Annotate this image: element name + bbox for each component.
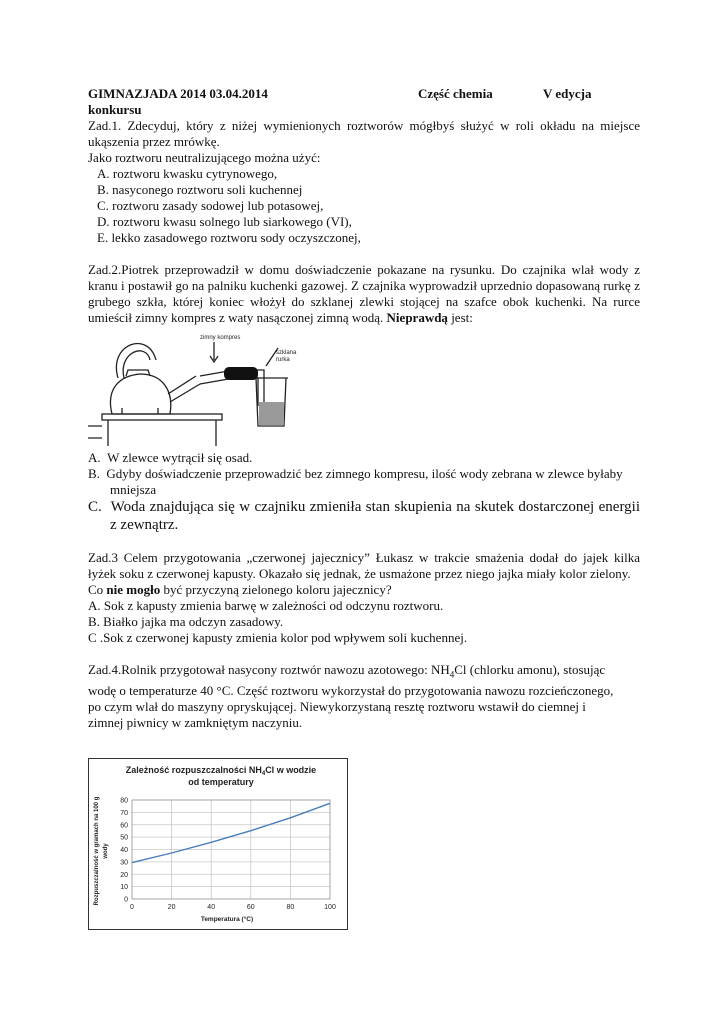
zad3-question: Co nie mogło być przyczyną zielonego koloru jajecznicy? xyxy=(88,582,392,597)
kettle-experiment-illustration xyxy=(88,330,308,448)
label-compress: zimny kompres xyxy=(200,335,241,341)
chart-ylabel-2: wody xyxy=(103,843,109,859)
document-page xyxy=(88,86,640,731)
header-line2: konkursu xyxy=(88,102,142,117)
zad1-text: Zad.1. Zdecyduj, który z niżej wymienionych roztworów mógłbyś służyć w roli okładu na miejsce ukąszenia przez mrówkę. xyxy=(88,118,640,149)
y-tick-label: 40 xyxy=(120,847,128,854)
zad1-option: E. lekko zasadowego roztworu sody oczyszczonej, xyxy=(97,230,361,245)
zad1-option: C. roztworu zasady sodowej lub potasowej, xyxy=(97,198,324,213)
y-tick-label: 70 xyxy=(120,809,128,817)
header-part: Część chemia xyxy=(418,86,493,101)
kettle-figure xyxy=(88,330,640,448)
zad3-option: B. Białko jajka ma odczyn zasadowy. xyxy=(88,614,284,629)
header-title: GIMNAZJADA 2014 03.04.2014 xyxy=(88,86,268,101)
zad2-option-a: A. W zlewce wytrącił się osad. xyxy=(88,450,253,465)
y-tick-label: 10 xyxy=(120,884,128,892)
chart-ylabel-1: Rozpuszczalność w gramach na 100 g xyxy=(94,796,100,906)
y-tick-label: 80 xyxy=(120,797,128,805)
zad3-option: C .Sok z czerwonej kapusty zmienia kolor pod wpływem soli kuchennej. xyxy=(88,630,468,645)
zad3-option: A. Sok z kapusty zmienia barwę w zależności od odczynu roztworu. xyxy=(88,598,444,613)
y-tick-label: 20 xyxy=(120,871,128,879)
zad4-line: wodę o temperaturze 40 °C. Część roztworu wykorzystał do przygotowania nawozu rozcieńczonego, xyxy=(88,682,614,698)
zad2-text: Zad.2.Piotrek przeprowadził w domu doświadczenie pokazane na rysunku. Do czajnika wlał wody z kranu i postawił go na palniku kuchenki gazowej. Z czajnika wyprowadził uprzednio dopasowaną rurkę z grubego szkła, której koniec włożył do szklanej zlewki stojącej na szafce obok kuchenki. Na rurce umieścił zimny kompres z waty nasączonej zimną wodą. Nieprawdą jest: xyxy=(88,262,640,325)
zad1-option: D. roztworu kwasu solnego lub siarkowego (VI), xyxy=(97,214,352,229)
x-tick-label: 80 xyxy=(286,904,295,911)
chart-xlabel: Temperatura (°C) xyxy=(200,916,254,923)
y-tick-label: 50 xyxy=(120,834,128,842)
label-tube-1: szklana xyxy=(276,350,297,356)
zad1-options xyxy=(88,166,640,246)
zad1-option: B. nasyconego roztworu soli kuchennej xyxy=(97,182,303,197)
zad2-option-b: B. Gdyby doświadczenie przeprowadzić bez zimnego kompresu, ilość wody zebrana w zlewce byłaby mniejsza xyxy=(88,466,623,497)
zad4-line: zimnej piwnicy w zamkniętym naczyniu. xyxy=(88,714,303,730)
x-tick-label: 40 xyxy=(207,904,216,911)
y-tick-label: 60 xyxy=(120,822,128,830)
header-edition: V edycja xyxy=(543,86,592,101)
zad2-bold: Nieprawdą xyxy=(386,310,448,325)
solubility-chart-svg xyxy=(89,759,347,929)
header xyxy=(88,86,640,102)
zad4-line1: Zad.4.Rolnik przygotował nasycony roztwór nawozu azotowego: $NH_4Cl$ (chlorku amonu), stosując xyxy=(88,662,606,680)
zad4-line: po czym wlał do maszyny opryskującej. Niewykorzystaną resztę roztworu wstawił do ciemnej i xyxy=(88,698,586,714)
solubility-chart xyxy=(88,758,348,930)
zad1-option: A. roztworu kwasku cytrynowego, xyxy=(97,166,278,181)
chart-title: Zależność rozpuszczalności $NH_4Cl$ w wodzie xyxy=(125,765,317,777)
x-tick-label: 60 xyxy=(246,904,255,911)
label-tube-2: rurka xyxy=(276,357,290,363)
zad3-text: Zad.3 Celem przygotowania „czerwonej jajecznicy” Łukasz w trakcie smażenia dodał do jajek kilka łyżek soku z czerwonej kapusty. Okazało się jednak, że usmażone przez niego jajka miały kolor zielony. xyxy=(88,550,640,581)
x-tick-label: 100 xyxy=(324,904,336,911)
y-tick-label: 30 xyxy=(120,859,128,867)
zad1-question: Jako roztworu neutralizującego można użyć: xyxy=(88,150,321,165)
cold-compress xyxy=(224,367,258,380)
chart-title-line2: od temperatury xyxy=(188,777,254,787)
x-tick-label: 0 xyxy=(130,904,134,911)
y-tick-label: 0 xyxy=(124,896,128,904)
zad2-option-c: C. Woda znajdująca się w czajniku zmieniła stan skupienia na skutek dostarczonej energii z zewnątrz. xyxy=(88,499,641,533)
x-tick-label: 20 xyxy=(167,904,176,911)
